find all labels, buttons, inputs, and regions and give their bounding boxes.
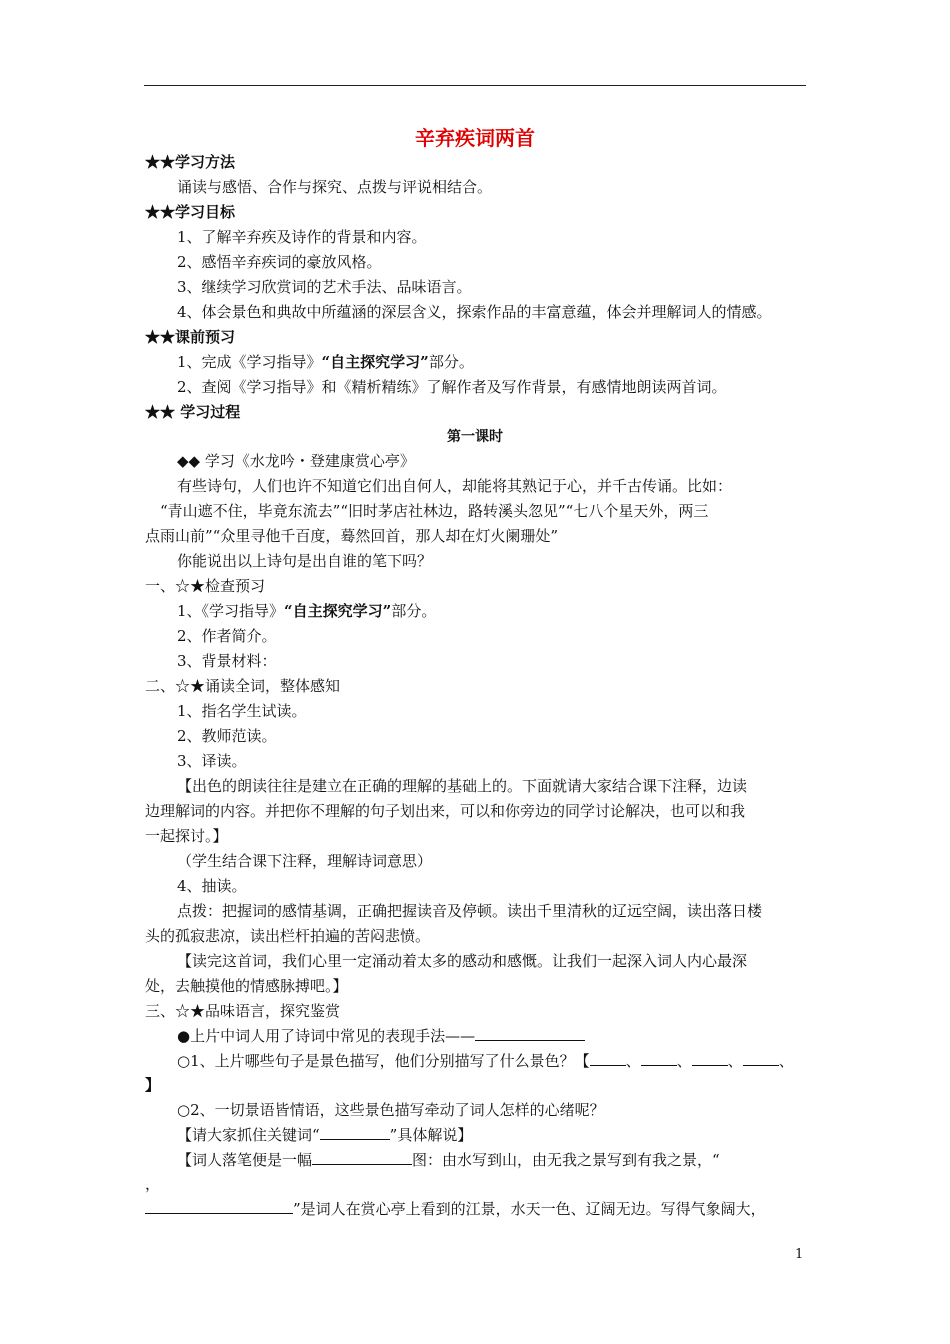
section-3-scene-line xyxy=(145,1199,766,1219)
keyword-prompt-post: ”具体解说】 xyxy=(389,1126,473,1144)
intro-line: 点雨山前”“众里寻他千百度，蓦然回首，那人却在灯火阑珊处” xyxy=(145,527,559,545)
preview-heading: ★★课前预习 xyxy=(145,328,236,346)
section-2-heading: 二、☆★诵读全词，整体感知 xyxy=(145,677,341,695)
goal-item: 2、感悟辛弃疾词的豪放风格。 xyxy=(177,253,382,271)
section-1-item-1-pre: 1、《学习指导》 xyxy=(177,602,285,620)
section-2-paragraph: 一起探讨。】 xyxy=(145,827,228,845)
intro-line: 有些诗句，人们也许不知道它们出自何人，却能将其熟记于心，并千古传诵。比如： xyxy=(177,477,733,495)
separator: 、 xyxy=(727,1052,743,1070)
preview-item-1 xyxy=(177,352,474,372)
header-rule xyxy=(144,85,806,86)
section-1-item-1-bold: “自主探究学习” xyxy=(284,602,392,620)
separator: 、 xyxy=(778,1052,794,1070)
preview-item-1-bold: “自主探究学习” xyxy=(321,353,429,371)
section-3-bullet xyxy=(177,1026,585,1046)
method-text: 诵读与感悟、合作与探究、点拨与评说相结合。 xyxy=(177,178,493,196)
section-1-item-2: 2、作者简介。 xyxy=(177,627,277,645)
section-3-question-2: ○2、一切景语皆情语，这些景色描写牵动了词人怎样的心绪呢？ xyxy=(177,1101,605,1119)
section-3-bullet-text: ●上片中词人用了诗词中常见的表现手法—— xyxy=(177,1027,476,1045)
answer-blank[interactable] xyxy=(145,1199,293,1214)
document-title: 辛弃疾词两首 xyxy=(415,126,535,150)
goal-heading: ★★学习目标 xyxy=(145,203,236,221)
answer-blank[interactable] xyxy=(641,1051,677,1066)
section-2-paragraph: 边理解词的内容。并把你不理解的句子划出来，可以和你旁边的同学讨论解决，也可以和我 xyxy=(145,802,746,820)
section-3-keyword-prompt xyxy=(177,1125,472,1145)
after-reading: 处，去触摸他的情感脉搏吧。】 xyxy=(145,977,348,995)
poet-line-pre: 【词人落笔便是一幅 xyxy=(177,1151,313,1169)
section-1-item-1-post: 部分。 xyxy=(391,602,437,620)
section-2-paragraph: 【出色的朗读往往是建立在正确的理解的基础上的。下面就请大家结合课下注释，边读 xyxy=(177,777,748,795)
answer-blank[interactable] xyxy=(312,1150,412,1165)
keyword-prompt-pre: 【请大家抓住关键词“ xyxy=(177,1126,320,1144)
answer-blank[interactable] xyxy=(590,1051,626,1066)
preview-item-1-post: 部分。 xyxy=(428,353,474,371)
section-1-heading: 一、☆★检查预习 xyxy=(145,577,266,595)
poet-line-post: 图：由水写到山，由无我之景写到有我之景，“ xyxy=(412,1151,720,1169)
scene-line-text: ”是词人在赏心亭上看到的江景，水天一色、辽阔无边。写得气象阔大， xyxy=(293,1200,766,1218)
answer-blank[interactable] xyxy=(475,1026,585,1041)
tip-line: 点拨：把握词的感情基调，正确把握读音及停顿。读出千里清秋的辽远空阔，读出落日楼 xyxy=(177,902,763,920)
study-line: ◆◆ 学习《水龙吟・登建康赏心亭》 xyxy=(177,452,415,470)
preview-item-1-pre: 1、完成《学习指导》 xyxy=(177,353,322,371)
page-number: 1 xyxy=(795,1247,804,1262)
question-1-text: ○1、上片哪些句子是景色描写，他们分别描写了什么景色？【 xyxy=(177,1052,590,1070)
section-1-item-3: 3、背景材料： xyxy=(177,652,277,670)
separator: 、 xyxy=(625,1052,641,1070)
answer-blank[interactable] xyxy=(743,1051,779,1066)
goal-item: 3、继续学习欣赏词的艺术手法、品味语言。 xyxy=(177,278,472,296)
section-2-item: 2、教师范读。 xyxy=(177,727,277,745)
section-2-item: 1、指名学生试读。 xyxy=(177,702,307,720)
intro-question: 你能说出以上诗句是出自谁的笔下吗？ xyxy=(177,552,433,570)
section-2-note: （学生结合课下注释，理解诗词意思） xyxy=(177,852,433,870)
tip-line: 头的孤寂悲凉，读出栏杆拍遍的苦闷悲愤。 xyxy=(145,927,431,945)
goal-item: 4、体会景色和典故中所蕴涵的深层含义，探索作品的丰富意蕴，体会并理解词人的情感。 xyxy=(177,303,772,321)
section-3-heading: 三、☆★品味语言，探究鉴赏 xyxy=(145,1002,341,1020)
section-3-poet-line xyxy=(177,1150,720,1170)
section-2-item: 3、译读。 xyxy=(177,752,247,770)
separator: 、 xyxy=(676,1052,692,1070)
method-heading: ★★学习方法 xyxy=(145,153,236,171)
answer-blank[interactable] xyxy=(692,1051,728,1066)
preview-item-2: 2、查阅《学习指导》和《精析精练》了解作者及写作背景，有感情地朗读两首词。 xyxy=(177,378,727,396)
process-heading: ★★ 学习过程 xyxy=(145,403,241,421)
question-1-end-bracket: 】 xyxy=(145,1076,161,1094)
comma-line: ， xyxy=(145,1175,161,1193)
after-reading: 【读完这首词，我们心里一定涌动着太多的感动和感慨。让我们一起深入词人内心最深 xyxy=(177,952,748,970)
intro-line: “青山遮不住，毕竟东流去”“旧时茅店社林边，路转溪头忽见”“七八个星天外，两三 xyxy=(160,502,709,520)
goal-item: 1、了解辛弃疾及诗作的背景和内容。 xyxy=(177,228,427,246)
section-3-question-1 xyxy=(177,1051,794,1071)
answer-blank[interactable] xyxy=(320,1125,390,1140)
lesson-title: 第一课时 xyxy=(447,429,503,445)
section-2-item: 4、抽读。 xyxy=(177,877,247,895)
section-1-item-1 xyxy=(177,601,436,621)
